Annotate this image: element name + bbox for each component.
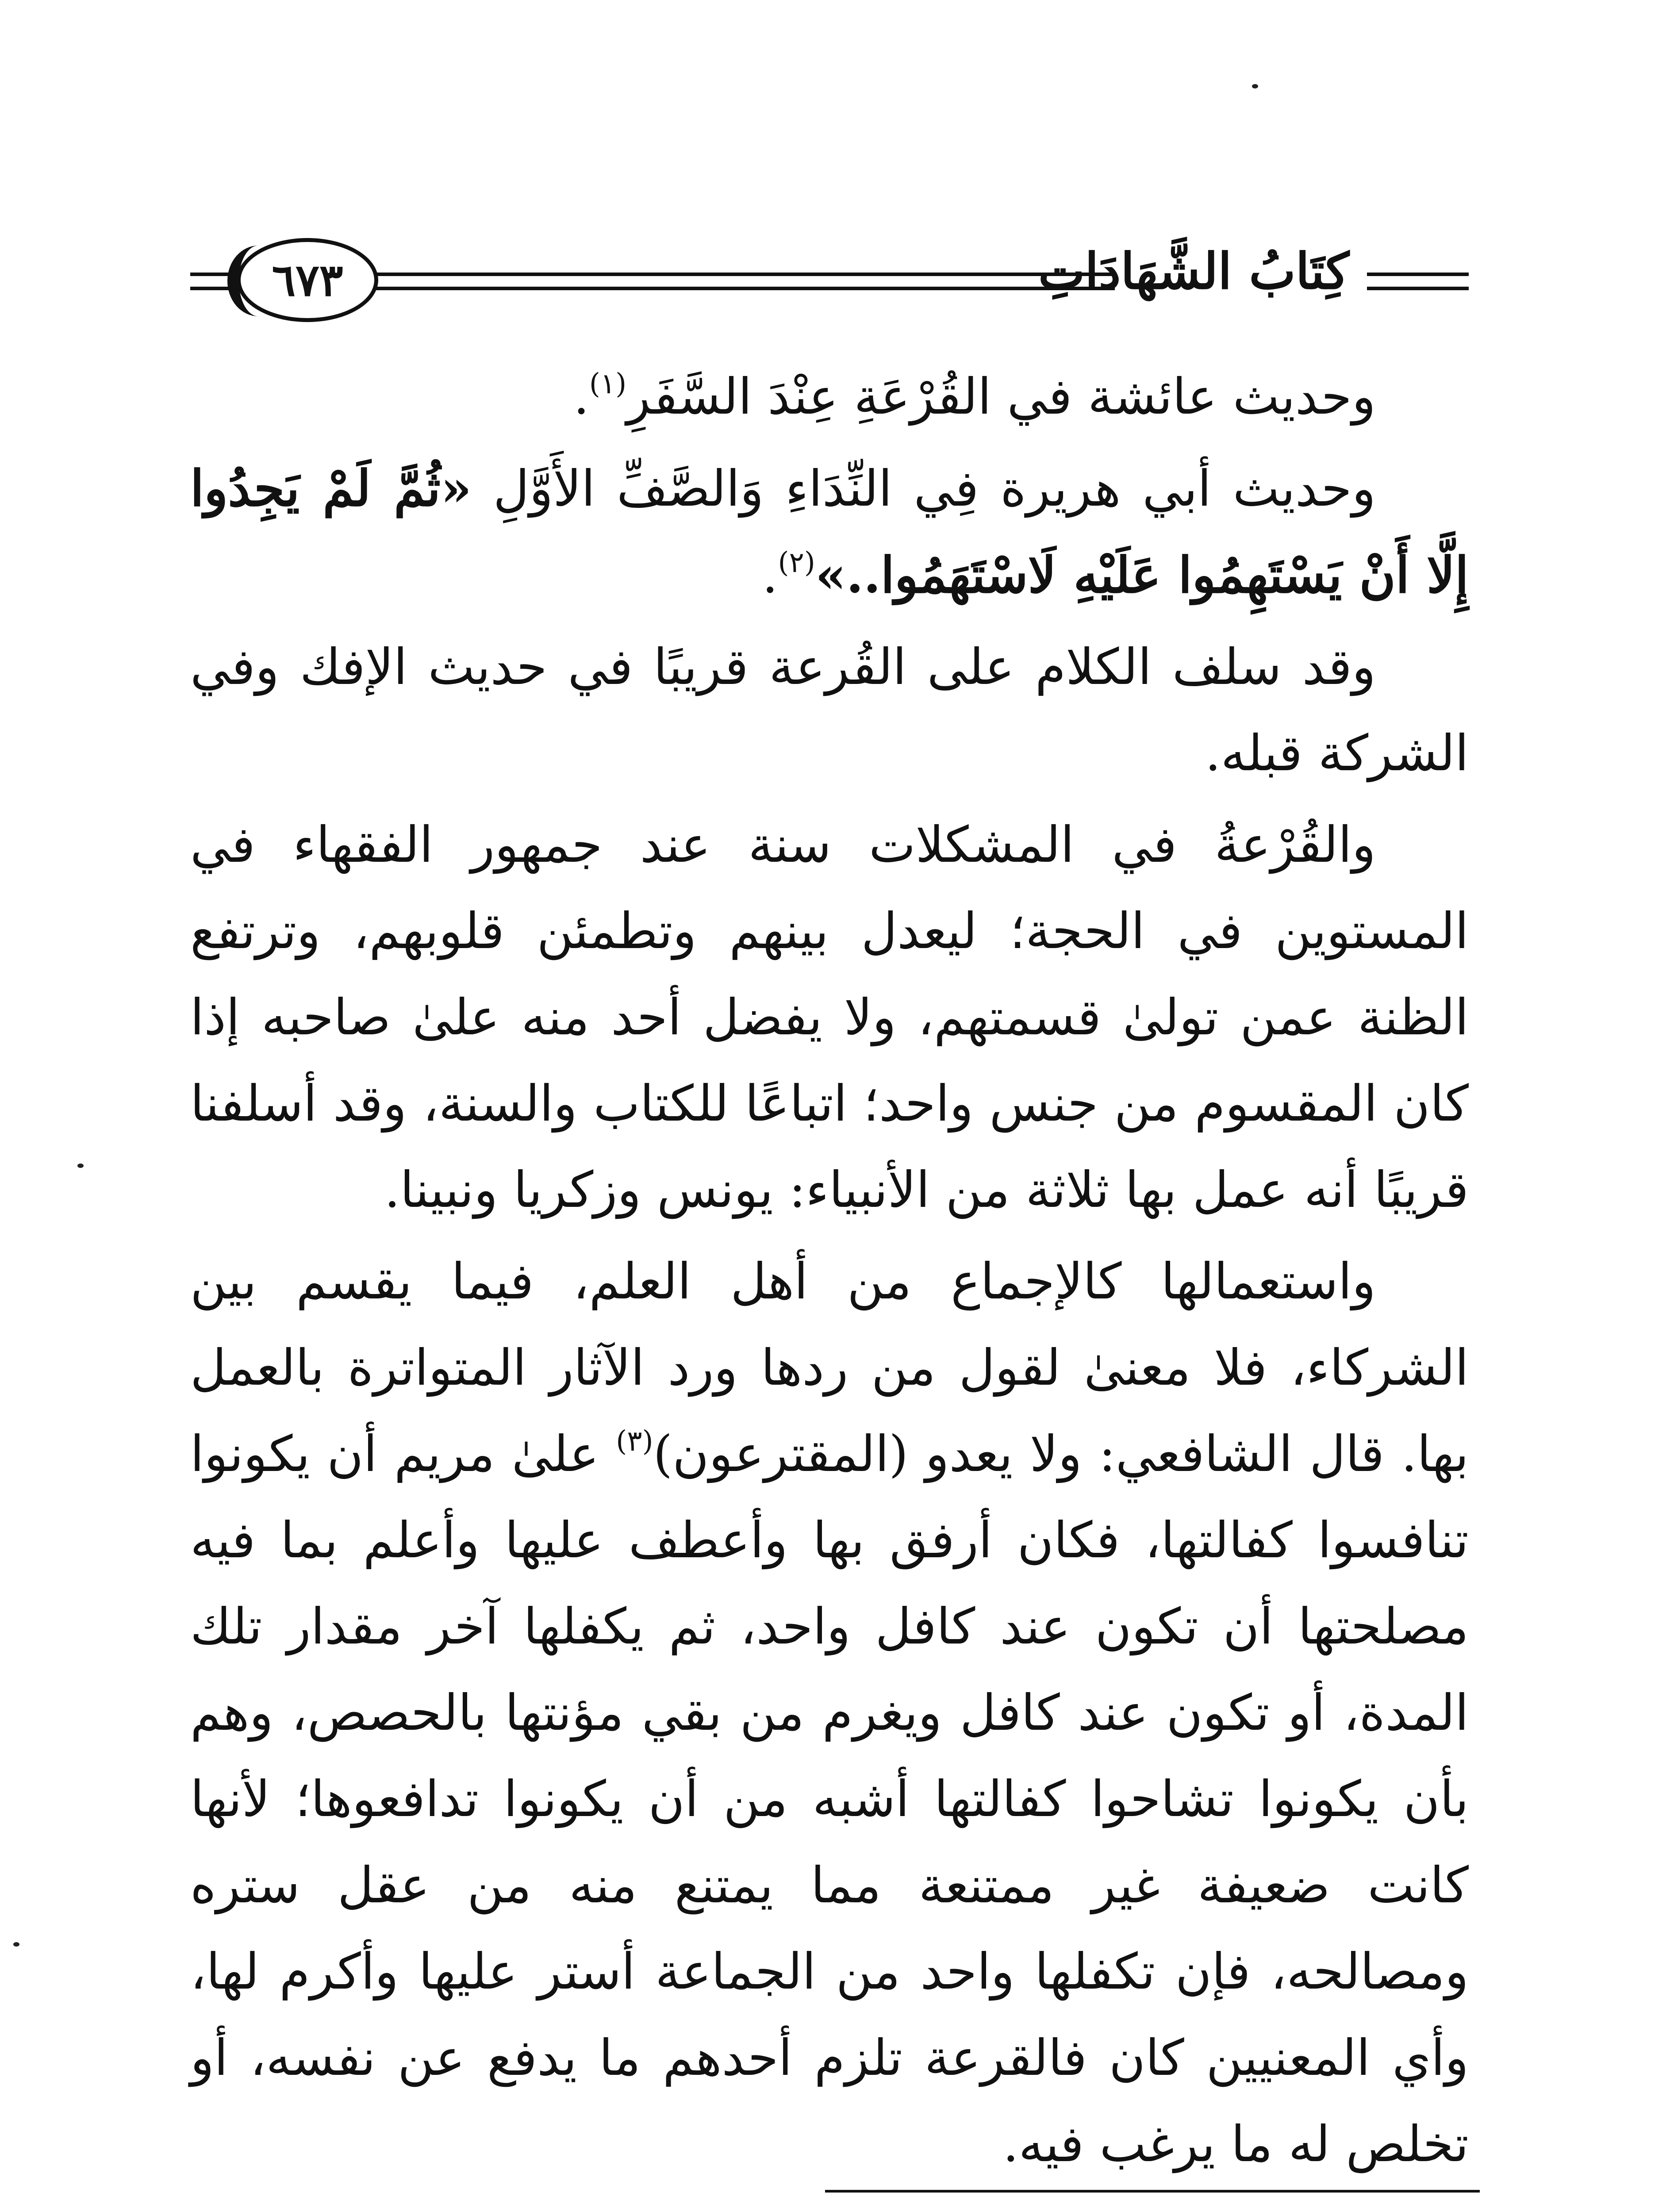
paragraph-text: وحديث عائشة في القُرْعَةِ عِنْدَ السَّفَرِ bbox=[626, 368, 1376, 426]
footnote-separator bbox=[825, 2190, 1480, 2193]
paragraph-text: واستعمالها كالإجماع من أهل العلم، فيما يقسم بين الشركاء، فلا معنىٰ لقول من ردها ورد الآثار المتواترة بالعمل بها. قال الشافعي: ولا يعدو (المقترعون) bbox=[190, 1253, 1469, 1483]
header-rule bbox=[1367, 287, 1469, 290]
paragraph-text: والقُرْعةُ في المشكلات سنة عند جمهور الفقهاء في المستوين في الحجة؛ ليعدل بينهم وتطمئن قلوبهم، وترتفع الظنة عمن تولىٰ قسمتهم، ولا يفضل أحد منه علىٰ صاحبه إذا كان المقسوم من جنس واحد؛ اتباعًا للكتاب والسنة، وقد أسلفنا قريبًا أنه عمل بها ثلاثة من الأنبياء: يونس وزكريا ونبينا. bbox=[190, 816, 1469, 1219]
footnote-ref: (١) bbox=[589, 368, 627, 400]
header-rule bbox=[190, 273, 234, 276]
footnote-ref: (٣) bbox=[616, 1425, 653, 1458]
paragraph-tail: . bbox=[573, 368, 589, 426]
paragraph-text: علىٰ مريم أن يكونوا تنافسوا كفالتها، فكان أرفق بها وأعطف عليها وأعلم بما فيه مصلحتها أن تكون عند كافل واحد، ثم يكفلها آخر مقدار تلك المدة، أو تكون عند كافل ويغرم من بقي مؤنتها بالحصص، وهم بأن يكونوا تشاحوا كفالتها أشبه من أن يكونوا تدافعوها؛ لأنها كانت ضعيفة غير ممتنعة مما يمتنع منه من عقل ستره ومصالحه، فإن تكفلها واحد من الجماعة أستر عليها وأكرم لها، وأي المعنيين كان فالقرعة تلزم أحدهم ما يدفع عن نفسه، أو تخلص له ما يرغب فيه. bbox=[190, 1425, 1469, 2173]
scan-speck bbox=[77, 1164, 84, 1168]
scan-speck bbox=[1252, 84, 1258, 88]
book-title: كِتَابُ الشَّهَادَاتِ bbox=[1038, 242, 1349, 300]
hadith-quote: «ثُمَّ لَمْ يَجِدُوا إِلَّا أَنْ يَسْتَهِمُوا عَلَيْهِ لَاسْتَهَمُوا..» bbox=[190, 460, 1469, 604]
paragraph-text: وقد سلف الكلام على القُرعة قريبًا في حديث الإفك وفي الشركة قبله. bbox=[190, 638, 1469, 782]
running-header bbox=[190, 230, 1469, 327]
paragraph-shafii bbox=[190, 1239, 1469, 2188]
header-rule bbox=[1367, 273, 1469, 276]
page-number-badge bbox=[237, 238, 378, 322]
page-number: ٦٧٣ bbox=[272, 254, 343, 306]
paragraph-aisha-hadith bbox=[190, 354, 1469, 440]
scan-speck bbox=[13, 1942, 19, 1947]
footnote-ref: (٢) bbox=[778, 546, 815, 579]
header-rule bbox=[190, 287, 234, 290]
paragraph-intro: وحديث أبي هريرة فِي النِّدَاءِ وَالصَّفِّ الأَوَّلِ bbox=[472, 460, 1376, 518]
paragraph-abu-hurayra-hadith bbox=[190, 445, 1469, 619]
header-rule bbox=[376, 273, 1115, 276]
main-text bbox=[190, 354, 1469, 2193]
header-rule bbox=[376, 287, 1115, 290]
paragraph-tail: . bbox=[762, 547, 778, 604]
